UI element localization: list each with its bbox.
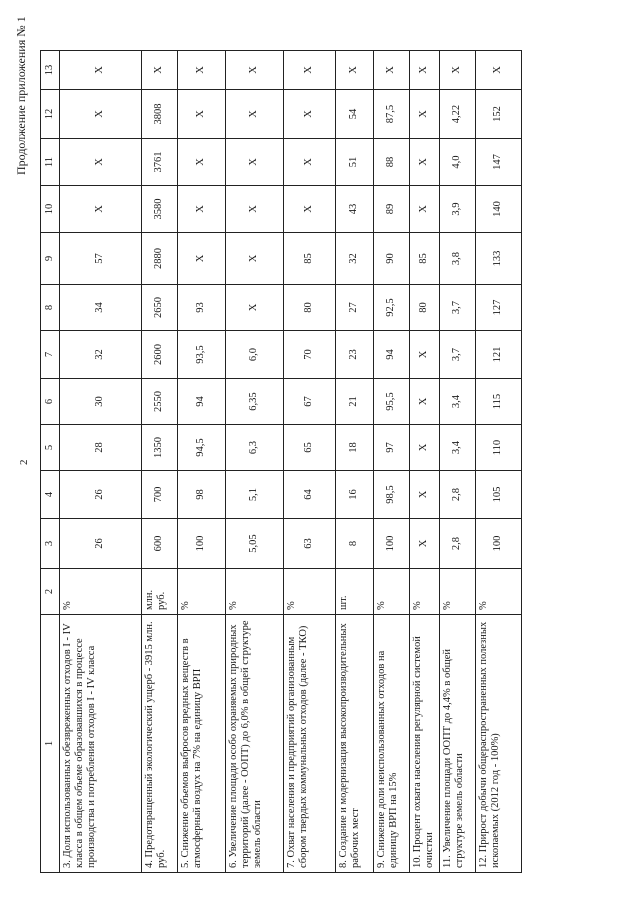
header-cell: 2	[41, 569, 60, 615]
value-cell: 100	[178, 519, 226, 569]
value-cell: X	[226, 233, 284, 285]
unit-cell: шт.	[336, 569, 374, 615]
value-cell: 28	[60, 425, 142, 471]
value-cell: X	[60, 186, 142, 233]
value-cell: 51	[336, 139, 374, 186]
value-cell: 2600	[142, 331, 178, 379]
value-cell: X	[226, 90, 284, 139]
value-cell: X	[178, 186, 226, 233]
value-cell: 89	[374, 186, 410, 233]
value-cell: 27	[336, 285, 374, 331]
unit-cell: %	[440, 569, 476, 615]
value-cell: 4,0	[440, 139, 476, 186]
value-cell: X	[284, 139, 336, 186]
value-cell: 26	[60, 519, 142, 569]
value-cell: 94	[178, 379, 226, 425]
unit-cell: %	[476, 569, 522, 615]
value-cell: X	[476, 51, 522, 90]
value-cell: 6,0	[226, 331, 284, 379]
value-cell: X	[60, 139, 142, 186]
value-cell: 21	[336, 379, 374, 425]
value-cell: 2,8	[440, 519, 476, 569]
unit-cell: %	[374, 569, 410, 615]
value-cell: 80	[284, 285, 336, 331]
value-cell: 3,4	[440, 425, 476, 471]
value-cell: X	[410, 379, 440, 425]
value-cell: X	[410, 425, 440, 471]
table-row	[374, 51, 410, 873]
value-cell: 5,05	[226, 519, 284, 569]
indicator-name: 5. Снижение объемов выбросов вредных веществ в атмосферный воздух на 7% на единицу ВРП	[178, 615, 226, 873]
value-cell: 93,5	[178, 331, 226, 379]
table-row	[142, 51, 178, 873]
value-cell: 90	[374, 233, 410, 285]
value-cell: 3808	[142, 90, 178, 139]
header-cell: 11	[41, 139, 60, 186]
value-cell: 94	[374, 331, 410, 379]
value-cell: 85	[284, 233, 336, 285]
value-cell: 115	[476, 379, 522, 425]
unit-cell: %	[410, 569, 440, 615]
header-cell: 12	[41, 90, 60, 139]
value-cell: 3,9	[440, 186, 476, 233]
table-row	[226, 51, 284, 873]
unit-cell: %	[60, 569, 142, 615]
table-row	[178, 51, 226, 873]
table-row	[60, 51, 142, 873]
value-cell: 67	[284, 379, 336, 425]
header-cell: 6	[41, 379, 60, 425]
indicator-name: 9. Снижение доли неиспользованных отходов на единицу ВРП на 15%	[374, 615, 410, 873]
value-cell: X	[374, 51, 410, 90]
value-cell: X	[178, 139, 226, 186]
value-cell: 63	[284, 519, 336, 569]
header-cell: 3	[41, 519, 60, 569]
indicators-table	[40, 50, 522, 873]
value-cell: X	[60, 90, 142, 139]
value-cell: 98,5	[374, 471, 410, 519]
value-cell: 98	[178, 471, 226, 519]
unit-cell: %	[178, 569, 226, 615]
value-cell: X	[226, 285, 284, 331]
value-cell: X	[410, 90, 440, 139]
value-cell: X	[410, 51, 440, 90]
value-cell: X	[284, 51, 336, 90]
header-cell: 4	[41, 471, 60, 519]
value-cell: X	[410, 186, 440, 233]
value-cell: 100	[374, 519, 410, 569]
value-cell: 100	[476, 519, 522, 569]
value-cell: 3,7	[440, 285, 476, 331]
unit-cell: %	[284, 569, 336, 615]
value-cell: X	[226, 139, 284, 186]
header-cell: 8	[41, 285, 60, 331]
table-row	[284, 51, 336, 873]
value-cell: 93	[178, 285, 226, 331]
value-cell: X	[178, 51, 226, 90]
value-cell: 2550	[142, 379, 178, 425]
value-cell: 30	[60, 379, 142, 425]
table-row	[440, 51, 476, 873]
value-cell: X	[410, 519, 440, 569]
value-cell: 97	[374, 425, 410, 471]
value-cell: 5,1	[226, 471, 284, 519]
value-cell: X	[440, 51, 476, 90]
value-cell: X	[410, 471, 440, 519]
value-cell: 700	[142, 471, 178, 519]
unit-cell: %	[226, 569, 284, 615]
value-cell: 87,5	[374, 90, 410, 139]
value-cell: 140	[476, 186, 522, 233]
value-cell: 18	[336, 425, 374, 471]
value-cell: 54	[336, 90, 374, 139]
value-cell: 127	[476, 285, 522, 331]
value-cell: 95,5	[374, 379, 410, 425]
value-cell: X	[226, 51, 284, 90]
value-cell: 80	[410, 285, 440, 331]
indicator-name: 4. Предотвращенный экологический ущерб - 3915 млн. руб.	[142, 615, 178, 873]
value-cell: 16	[336, 471, 374, 519]
value-cell: 26	[60, 471, 142, 519]
value-cell: 121	[476, 331, 522, 379]
value-cell: 3,7	[440, 331, 476, 379]
value-cell: 147	[476, 139, 522, 186]
header-cell: 7	[41, 331, 60, 379]
indicator-name: 7. Охват населения и предприятий организованным сбором твердых коммунальных отходов (далее - ТКО)	[284, 615, 336, 873]
value-cell: 600	[142, 519, 178, 569]
header-row	[41, 51, 60, 873]
value-cell: 3,4	[440, 379, 476, 425]
value-cell: X	[142, 51, 178, 90]
value-cell: X	[226, 186, 284, 233]
value-cell: X	[178, 90, 226, 139]
value-cell: 2880	[142, 233, 178, 285]
indicator-name: 3. Доля использованных обезвреженных отходов I - IV класса в общем объеме образовавшихся в процессе производства и потребления отходов I - IV класса	[60, 615, 142, 873]
indicator-name: 10. Процент охвата населения регулярной системой очистки	[410, 615, 440, 873]
table-row	[336, 51, 374, 873]
value-cell: 3,8	[440, 233, 476, 285]
value-cell: 6,3	[226, 425, 284, 471]
indicator-name: 11. Увеличение площади ООПТ до 4,4% в общей структуре земель области	[440, 615, 476, 873]
header-cell: 5	[41, 425, 60, 471]
value-cell: 70	[284, 331, 336, 379]
value-cell: 23	[336, 331, 374, 379]
value-cell: X	[60, 51, 142, 90]
table-row	[410, 51, 440, 873]
value-cell: 32	[336, 233, 374, 285]
value-cell: 94,5	[178, 425, 226, 471]
indicator-name: 6. Увеличение площади особо охраняемых природных территорий (далее - ООПТ) до 6,0% в общей структуре земель области	[226, 615, 284, 873]
value-cell: 6,35	[226, 379, 284, 425]
value-cell: 1350	[142, 425, 178, 471]
value-cell: X	[410, 139, 440, 186]
indicator-name: 8. Создание и модернизация высокопроизводительных рабочих мест	[336, 615, 374, 873]
value-cell: 34	[60, 285, 142, 331]
value-cell: 133	[476, 233, 522, 285]
value-cell: X	[336, 51, 374, 90]
unit-cell: млн. руб.	[142, 569, 178, 615]
value-cell: 57	[60, 233, 142, 285]
value-cell: 43	[336, 186, 374, 233]
value-cell: 88	[374, 139, 410, 186]
value-cell: 3761	[142, 139, 178, 186]
page-number: 2	[18, 459, 30, 465]
value-cell: 85	[410, 233, 440, 285]
appendix-note: Продолжение приложения № 1	[14, 16, 28, 175]
table-row	[476, 51, 522, 873]
value-cell: X	[410, 331, 440, 379]
value-cell: 2650	[142, 285, 178, 331]
value-cell: X	[284, 90, 336, 139]
value-cell: 92,5	[374, 285, 410, 331]
value-cell: 65	[284, 425, 336, 471]
value-cell: 3580	[142, 186, 178, 233]
header-cell: 10	[41, 186, 60, 233]
value-cell: 105	[476, 471, 522, 519]
value-cell: 110	[476, 425, 522, 471]
value-cell: 4,22	[440, 90, 476, 139]
value-cell: 32	[60, 331, 142, 379]
value-cell: X	[284, 186, 336, 233]
value-cell: 64	[284, 471, 336, 519]
value-cell: X	[178, 233, 226, 285]
indicator-name: 12. Прирост добычи общераспространенных полезных ископаемых (2012 год - 100%)	[476, 615, 522, 873]
value-cell: 152	[476, 90, 522, 139]
value-cell: 2,8	[440, 471, 476, 519]
header-cell: 9	[41, 233, 60, 285]
header-cell: 13	[41, 51, 60, 90]
header-cell: 1	[41, 615, 60, 873]
value-cell: 8	[336, 519, 374, 569]
